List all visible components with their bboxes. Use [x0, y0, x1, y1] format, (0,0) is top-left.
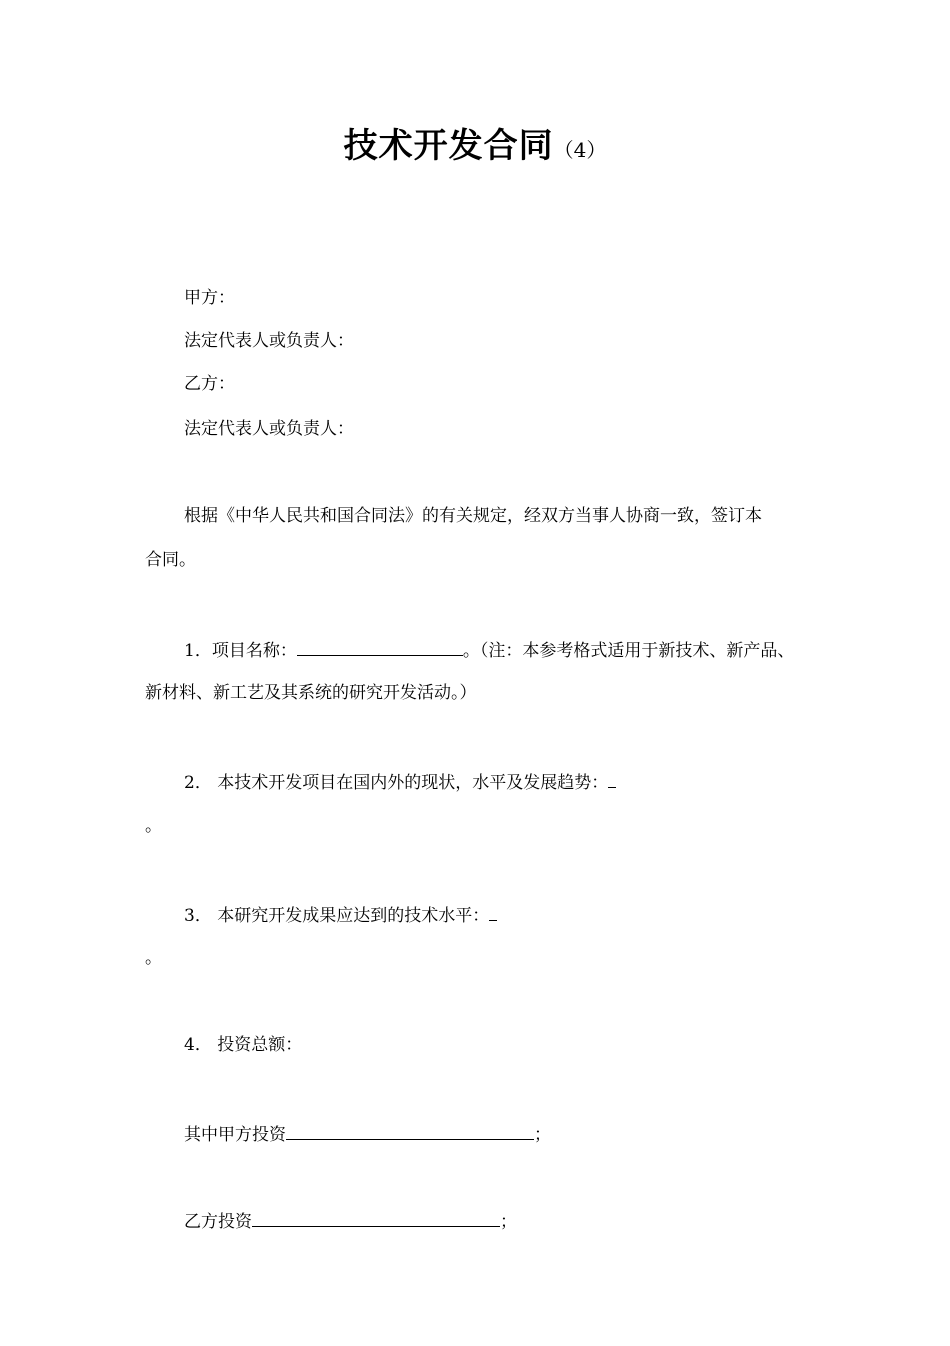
party-b-rep-label: 法定代表人或负责人：: [184, 419, 354, 439]
clause-3-end: 。: [145, 948, 162, 968]
invest-a-end: ；: [534, 1125, 551, 1145]
invest-a-label: 其中甲方投资: [184, 1125, 286, 1145]
clause-1-line-2: 新材料、新工艺及其系统的研究开发活动。）: [145, 683, 477, 703]
clause-1-suffix: 。（注：本参考格式适用于新技术、新产品、: [462, 641, 795, 661]
clause-2-end: 。: [145, 816, 162, 836]
clause-2: [184, 769, 616, 795]
project-name-blank[interactable]: [297, 637, 463, 656]
preamble-line-2: 合同。: [145, 550, 196, 570]
title-suffix: （4）: [553, 138, 607, 162]
clause-3-text: 3． 本研究开发成果应达到的技术水平：: [184, 906, 490, 926]
invest-a-line: [184, 1121, 551, 1147]
party-a-rep-label: 法定代表人或负责人：: [184, 331, 354, 351]
clause-2-blank[interactable]: [608, 769, 616, 788]
party-b-label: 乙方：: [184, 374, 235, 394]
document-title: [0, 118, 950, 167]
clause-1: [184, 637, 794, 663]
invest-a-blank[interactable]: [286, 1121, 534, 1140]
clause-4: 4． 投资总额：: [184, 1035, 303, 1055]
party-a-label: 甲方：: [184, 288, 235, 308]
invest-b-label: 乙方投资: [184, 1212, 252, 1232]
title-main: 技术开发合同: [343, 126, 554, 166]
invest-b-blank[interactable]: [252, 1208, 500, 1227]
clause-2-text: 2． 本技术开发项目在国内外的现状，水平及发展趋势：: [184, 773, 609, 793]
invest-b-line: [184, 1208, 517, 1234]
clause-3: [184, 902, 497, 928]
clause-1-prefix: 1．项目名称：: [184, 641, 297, 661]
clause-3-blank[interactable]: [489, 902, 497, 921]
preamble-line-1: 根据《中华人民共和国合同法》的有关规定，经双方当事人协商一致，签订本: [184, 506, 762, 526]
invest-b-end: ；: [500, 1212, 517, 1232]
